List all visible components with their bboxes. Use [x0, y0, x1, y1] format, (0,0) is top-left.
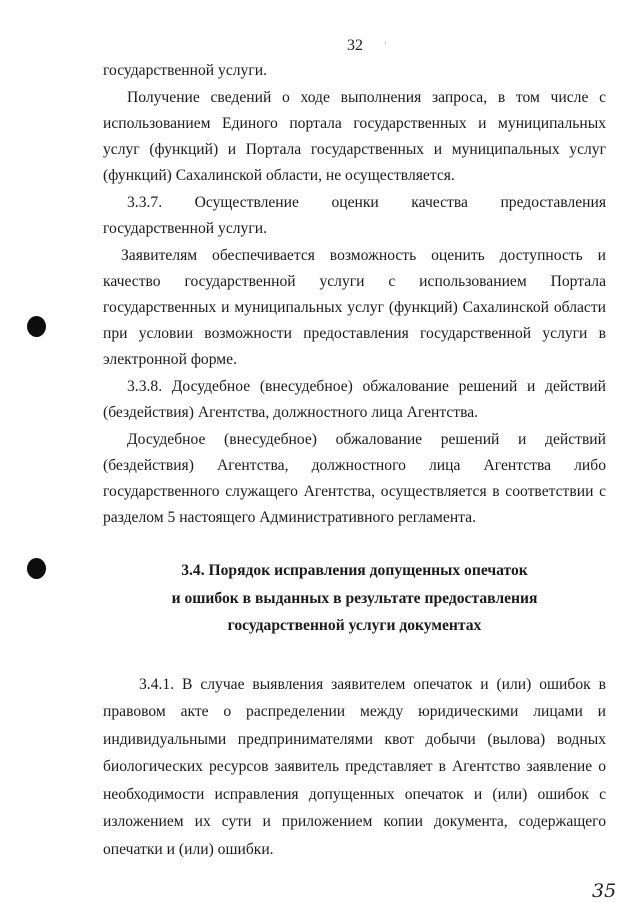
- paragraph: Получение сведений о ходе выполнения запроса, в том числе с использованием Единого портала государственных и муниципальных услуг (функций) и Портала государственных и муниципальных услуг (функций) Сахалинской области, не осуществляется.: [103, 89, 606, 184]
- paragraph: государственной услуги.: [103, 62, 267, 79]
- document-body: [103, 58, 606, 863]
- paragraph: Досудебное (внесудебное) обжалование решений и действий (бездействия) Агентства, должностного лица Агентства либо государственного служащего Агентства, осуществляется в соответствии с разделом 5 настоящего Административного регламента.: [103, 431, 606, 526]
- heading-line: и ошибок в выданных в результате предоставления: [171, 589, 538, 607]
- handwritten-page-mark: 35: [592, 880, 617, 902]
- page-number: 32: [347, 37, 363, 54]
- clause-paragraph: 3.4.1. В случае выявления заявителем опечаток и (или) ошибок в правовом акте о распределении между юридическими лицами и индивидуальными предпринимателями квот добычи (вылова) водных биологических ресурсов заявитель представляет в Агентство заявление о необходимости исправления допущенных опечаток и (или) ошибок с изложением их сути и приложением копии документа, содержащего опечатки и (или) ошибки.: [103, 675, 606, 858]
- paragraph: 3.3.7. Осуществление оценки качества предоставления государственной услуги.: [103, 194, 606, 237]
- section-heading: [103, 557, 606, 640]
- paragraph: 3.3.8. Досудебное (внесудебное) обжалование решений и действий (бездействия) Агентства, должностного лица Агентства.: [103, 378, 606, 421]
- heading-line: государственной услуги документах: [227, 617, 482, 634]
- paragraph: Заявителям обеспечивается возможность оценить доступность и качество государственной услуги с использованием Портала государственных и муниципальных услуг (функций) Сахалинской области при условии возможности предоставления государственной услуги в электронной форме.: [103, 247, 606, 368]
- heading-line: 3.4. Порядок исправления допущенных опечаток: [181, 562, 528, 579]
- punch-hole: [27, 558, 46, 579]
- stray-mark: ·: [384, 38, 387, 48]
- punch-hole: [27, 316, 46, 337]
